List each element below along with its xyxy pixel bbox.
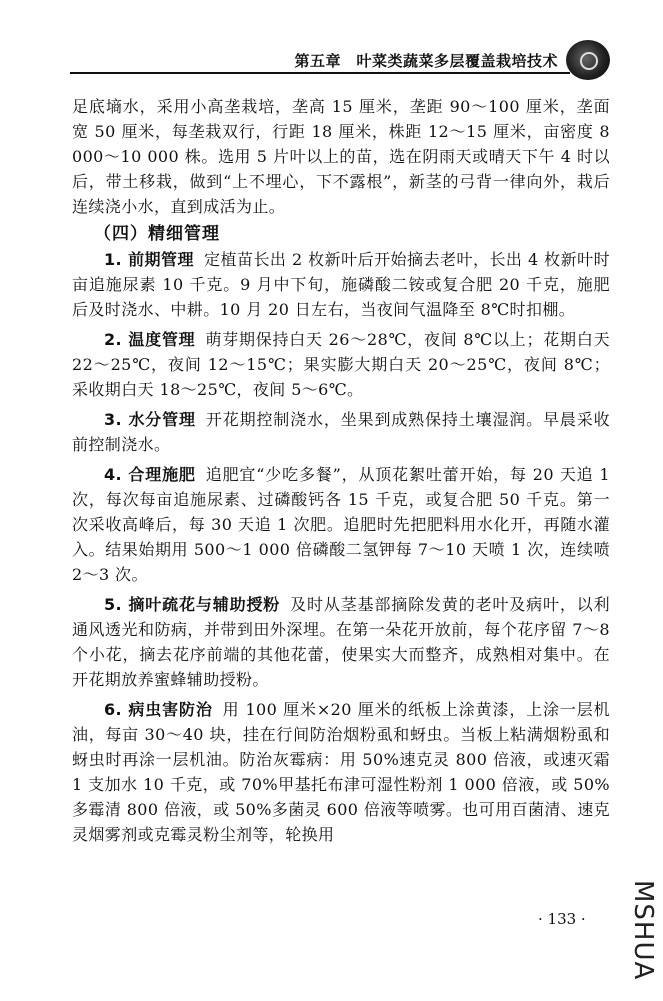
item-text: 萌芽期保持白天 26～28℃，夜间 8℃以上；花期白天 22～25℃，夜间 12～15℃；果实膨大期白天 20～25℃，夜间 8℃；采收期白天 18～25℃，夜间 5～6℃。 [72,330,610,399]
header-rule [70,72,570,74]
item-heading: 3. 水分管理 [104,410,196,429]
item-heading: 2. 温度管理 [104,330,196,349]
item-text: 开花期控制浇水，坐果到成熟保持土壤湿润。早晨采收前控制浇水。 [72,410,610,454]
item-heading: 1. 前期管理 [104,250,194,269]
item-text: 追肥宜“少吃多餐”，从顶花絮吐蕾开始，每 20 天追 1 次，每次每亩追施尿素、过磷酸钙各 15 千克，或复合肥 50 千克。第一次采收高峰后，每 30 天追 1 次肥。追肥时先把肥料用水化开，再随水灌入。结果始期用 500～1 000 倍磷酸二氢钾每 7～10 天喷 1 次，连续喷 2～3 次。 [72,465,610,584]
item-text: 定植苗长出 2 枚新叶后开始摘去老叶，长出 4 枚新叶时亩追施尿素 10 千克。9 月中下旬，施磷酸二铵或复合肥 20 千克，施肥后及时浇水、中耕。10 月 20 日左右，当夜间气温降至 8℃时扣棚。 [72,250,610,319]
section-heading: （四）精细管理 [94,224,220,244]
intro-paragraph: 足底墒水，采用小高垄栽培，垄高 15 厘米，垄距 90～100 厘米，垄面宽 50 厘米，每垄栽双行，行距 18 厘米，株距 12～15 厘米，亩密度 8 000～10 000 株。选用 5 片叶以上的苗，选在阴雨天或晴天下午 4 时以后，带土移栽，做到“上不埋心，下不露根”，新茎的弓背一律向外，栽后连续浇小水，直到成活为止。 [72,97,610,216]
paragraph-early-management [72,247,610,322]
paragraph-fertilization [72,462,610,587]
item-text: 用 100 厘米×20 厘米的纸板上涂黄漆，上涂一层机油，每亩 30～40 块，挂在行间防治烟粉虱和蚜虫。当板上粘满烟粉虱和蚜虫时再涂一层机油。防治灰霉病：用 50%速克灵 800 倍液，或速灭霜 1 支加水 10 千克，或 70%甲基托布津可湿性粉剂 1 000 倍液，或 50%多霉清 800 倍液，或 50%多菌灵 600 倍液等喷雾。也可用百菌清、速克灵烟雾剂或克霉灵粉尘剂等，轮换用 [72,700,610,844]
page-number: · 133 · [538,910,586,928]
chapter-title: 第五章 叶菜类蔬菜多层覆盖栽培技术 [294,52,558,70]
page-body [72,94,610,847]
paragraph-temperature-management [72,327,610,402]
item-heading: 6. 病虫害防治 [104,700,213,719]
item-heading: 5. 摘叶疏花与辅助授粉 [104,595,281,614]
running-header [70,38,610,78]
paragraph-leaf-and-flower-thinning [72,592,610,692]
paragraph-pest-control [72,697,610,847]
flower-emblem-icon [566,40,610,80]
item-heading: 4. 合理施肥 [104,465,196,484]
paragraph-water-management [72,407,610,457]
watermark-text: MSHUA [628,880,658,981]
item-text: 及时从茎基部摘除发黄的老叶及病叶，以利通风透光和防病，并带到田外深埋。在第一朵花开放前，每个花序留 7～8 个小花，摘去花序前端的其他花蕾，使果实大而整齐，成熟相对集中。在开花期放养蜜蜂辅助授粉。 [72,595,610,689]
